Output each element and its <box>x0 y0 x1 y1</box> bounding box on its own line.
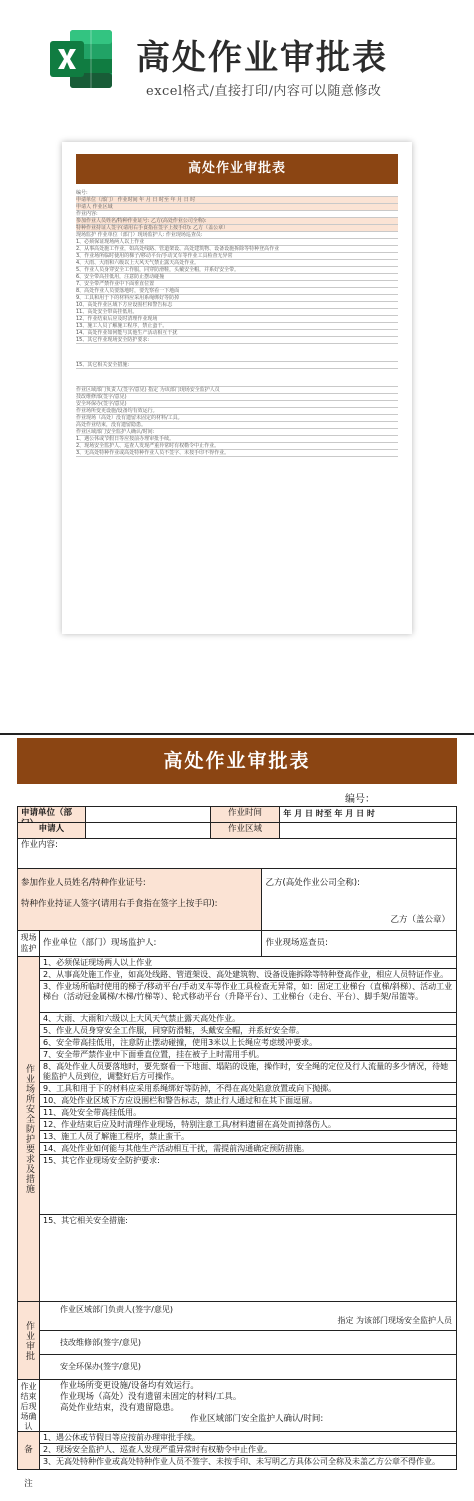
preview-line: 9、工具和用于下的材料应采用系绳绑好等防掉 <box>76 295 398 302</box>
work-content-label: 作业内容: <box>21 840 58 850</box>
preview-line: 14、高处作业如何能与其他生产活动相互干扰 <box>76 330 398 337</box>
banner-title: 高处作业审批表 <box>136 38 388 78</box>
preview-line: 作业区域部门负责人(签字/意见) 指定 为该部门现场安全监护人员 <box>76 387 398 394</box>
form-title: 高处作业审批表 <box>17 738 457 784</box>
party-b-block[interactable] <box>262 869 457 931</box>
apply-unit-label: 申请单位（部 <box>18 807 86 823</box>
preview-line: 15、其它相关安全措施: <box>76 362 398 369</box>
preview-line: 安全环保办(签字/意见) <box>76 401 398 408</box>
remark-item: 2、现场安全监护人、巡查人发现严重异常时有权勒令中止作业。 <box>40 1444 456 1456</box>
approve-label: 作业审批 <box>18 1302 40 1380</box>
excel-icon <box>50 28 114 90</box>
preview-lines <box>76 190 398 457</box>
work-time-label: 作业时间 <box>211 807 281 823</box>
work-area-field[interactable] <box>280 823 457 839</box>
measure-item: 1、必须保证现场两人以上作业 <box>40 957 456 969</box>
preview-line: 10、高处作业区域下方应设围栏和警告标志 <box>76 302 398 309</box>
preview-area <box>0 112 474 712</box>
preview-line: 技改维修部(签字/意见) <box>76 394 398 401</box>
banner-subtitle: excel格式/直接打印/内容可以随意修改 <box>146 84 382 99</box>
preview-line: 1、遇公休或节假日等应按前办理审批手续。 <box>76 436 398 443</box>
preview-title: 高处作业审批表 <box>76 154 398 184</box>
preview-line: 13、施工人员了解施工程序，禁止蛮干。 <box>76 323 398 330</box>
approve-designate: 指定 为该部门现场安全监护人员 <box>337 1316 452 1325</box>
preview-line: 11、高处安全带高挂低用。 <box>76 309 398 316</box>
measure-item: 11、高处安全带高挂低用。 <box>40 1107 456 1119</box>
apply-unit-field[interactable] <box>86 807 211 823</box>
approve-area-row[interactable] <box>40 1302 456 1331</box>
measure-item: 6、安全带高挂低用，注意防止摆动碰撞，使用3米以上长绳应考虑缓冲要求。 <box>40 1037 456 1049</box>
participants-block[interactable] <box>18 869 262 931</box>
patrol-label[interactable]: 作业现场巡查员: <box>262 931 457 957</box>
preview-line: 作业场所变更设施/设备均有效运行。 <box>76 408 398 415</box>
remarks-label: 备注 <box>18 1432 40 1470</box>
measure-item: 8、高处作业人员要落地时，要先察看一下地面、塌陷的设施，操作时，安全绳的定位及行人流量的多少情况，待她能监护人员到位，调整好后方可操作。 <box>40 1061 456 1083</box>
cert-label: 特种作业持证人签字(请用右手食指在签字上按手印): <box>21 899 218 909</box>
preview-line: 2、现场安全监护人、巡查人发现严重异常时有权勒令中止作业。 <box>76 443 398 450</box>
preview-line: 参加作业人员姓名/特种作业证号: 乙方(高处作业公司全称): <box>76 218 398 225</box>
measure-item-other-safety[interactable]: 15、其它相关安全措施: <box>43 1216 128 1225</box>
preview-line: 6、安全带高挂低用，注意防止摆动碰撞 <box>76 274 398 281</box>
measures-label: 作业场所安全防护要求及措施 <box>18 957 40 1302</box>
remarks-list <box>40 1432 457 1470</box>
applicant-label: 申请人 <box>18 823 86 839</box>
preview-line <box>76 344 398 362</box>
end-block[interactable] <box>40 1380 457 1432</box>
measure-item: 7、安全带严禁作业中下面垂直位置，挂在被子上时需用手机。 <box>40 1049 456 1061</box>
measure-item: 3、作业场所临时使用的梯子/移动平台/手动叉车等作业工具检查无异常，如：固定工业梯台（直梯/斜梯）、活动工业梯台（活动冠金属梯/木梯/竹梯等）、轮式移动平台（升降平台）、工业梯台（走台、平台）、脚手架/吊篮等。 <box>40 981 456 1013</box>
preview-line: 编号: <box>76 190 398 197</box>
end-item: 作业场所变更设施/设备均有效运行。 <box>59 1381 199 1391</box>
preview-line: 作业区域部门安全监护人确认/时间: <box>76 429 398 436</box>
preview-line: 1、必须保证现场两人以上作业 <box>76 239 398 246</box>
form-table <box>17 806 457 1489</box>
preview-line: 7、安全带严禁作业中下面垂直位置 <box>76 281 398 288</box>
approve-safety[interactable]: 安全环保办(签字/意见) <box>60 1362 141 1371</box>
end-item: 作业现场（高处）没有遗留未固定的材料/工具。 <box>59 1392 242 1402</box>
preview-line: 作业现场（高处）没有遗留未固定的材料/工具。 <box>76 415 398 422</box>
unit-guardian-label[interactable]: 作业单位（部门）现场监护人: <box>40 931 262 957</box>
preview-line: 3、无高处特种作业或高处特种作业人员不签字、未按手印不得作业。 <box>76 450 398 457</box>
preview-line: 申请单位（部门） 作业时间 年 月 日 时至 年 月 日 时 <box>76 197 398 204</box>
measure-item: 5、作业人员身穿安全工作服，同穿防滑鞋，头戴安全帽，并系好安全带。 <box>40 1025 456 1037</box>
measure-item: 9、工具和用于下的材料应采用系绳绑好等防掉，不得在高处陷意放置或向下抛掷。 <box>40 1083 456 1095</box>
approve-area-label: 作业区域部门负责人(签字/意见) <box>60 1305 173 1314</box>
measure-item: 10、高处作业区域下方应设围栏和警告标志，禁止行人通过和在其下面逗留。 <box>40 1095 456 1107</box>
banner <box>0 0 474 112</box>
measure-item-other-protect[interactable]: 15、其它作业现场安全防护要求: <box>40 1155 456 1215</box>
preview-line: 作业内容: <box>76 211 398 218</box>
preview-line: 4、大雨、大雨和六级以上大风天气禁止露天高处作业。 <box>76 260 398 267</box>
preview-line: 3、作业场所临时使用的梯子/移动平台/手动叉车等作业工具检查无异常 <box>76 253 398 260</box>
end-item: 高处作业结束，没有遗留隐患。 <box>59 1403 179 1413</box>
measure-item: 13、施工人员了解施工程序，禁止蛮干。 <box>40 1131 456 1143</box>
end-confirm: 作业区域部门安全监护人确认/时间: <box>189 1414 324 1424</box>
applicant-field[interactable] <box>86 823 211 839</box>
serial-label: 编号： <box>345 794 375 805</box>
measures-list <box>40 957 457 1302</box>
site-supervise-label: 现场监护 <box>18 931 40 957</box>
detail-page <box>0 712 474 1489</box>
remark-item: 1、遇公休或节假日等应按前办理审批手续。 <box>40 1432 456 1444</box>
measure-item: 4、大雨、大雨和六级以上大风天气禁止露天高处作业。 <box>40 1013 456 1025</box>
end-label: 作业结束后现场确认 <box>18 1380 40 1432</box>
work-content[interactable] <box>18 839 457 869</box>
preview-line: 申请人 作业区域 <box>76 204 398 211</box>
participants-label: 参加作业人员姓名/特种作业证号: <box>21 878 146 888</box>
approve-tech[interactable]: 技改维修部(签字/意见) <box>40 1331 456 1355</box>
divider <box>0 733 474 735</box>
measure-item: 12、作业结束后应及时清理作业现场，特别注意工具/材料遗留在高处而掉落伤人。 <box>40 1119 456 1131</box>
preview-line: 15、其它作业现场安全防护要求: <box>76 337 398 344</box>
party-b-label: 乙方(高处作业公司全称): <box>265 878 360 888</box>
preview-line: 2、从事高处施工作业，如高处线路、管道架设、高处建筑物、设备设施拆除等特种登高作业 <box>76 246 398 253</box>
approve-list <box>40 1302 457 1380</box>
preview-card <box>62 142 412 634</box>
remark-item: 3、无高处特种作业或高处特种作业人员不签字、未按手印、未写明乙方具体公司全称及未盖乙方公章不得作业。 <box>42 1457 441 1466</box>
preview-line: 12、作业结束后应及时清理作业现场 <box>76 316 398 323</box>
preview-line: 现场监护 作业单位（部门）现场监护人: 作业现场巡查员: <box>76 232 398 239</box>
work-time-value[interactable]: 年 月 日 时至 年 月 日 时 <box>280 807 457 823</box>
party-b-seal: 乙方（盖公章） <box>390 915 450 925</box>
work-area-label: 作业区域 <box>211 823 281 839</box>
preview-line: 5、作业人员身穿安全工作服，同穿防滑鞋，头戴安全帽，并系好安全带。 <box>76 267 398 274</box>
preview-line: 8、高处作业人员要落地时，要先察看一下地面 <box>76 288 398 295</box>
measure-item: 14、高处作业如何能与其他生产活动相互干扰，需提前沟通确定预防措施。 <box>40 1143 456 1155</box>
preview-line: 特种作业持证人签字(请用右手食指在签字上按手印): 乙方（盖公章） <box>76 225 398 232</box>
preview-line <box>76 369 398 387</box>
preview-line: 高处作业结束，没有遗留隐患。 <box>76 422 398 429</box>
measure-item: 2、从事高处施工作业，如高处线路、管道架设、高处建筑物、设备设施拆除等特种登高作业，相应人员特证作业。 <box>40 969 456 981</box>
